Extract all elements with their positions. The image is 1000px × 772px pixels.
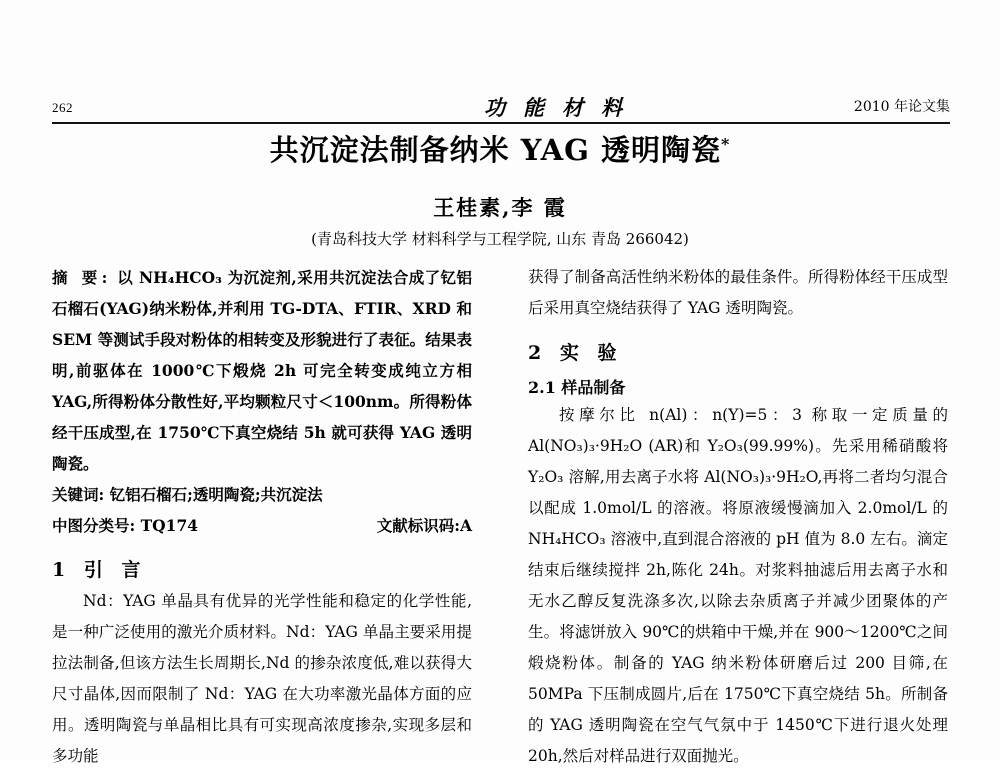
classification-value: TQ174 [140,516,199,535]
continued-paragraph: 获得了制备高活性纳米粉体的最佳条件。所得粉体经干压成型后采用真空烧结获得了 YAG 透明陶瓷。 [528,268,948,317]
section-21-title: 样品制备 [561,378,626,397]
doc-code-block [377,510,472,541]
keywords-text: 钇铝石榴石;透明陶瓷;共沉淀法 [109,485,323,504]
issue-label: 2010 年论文集 [853,99,950,115]
affiliation: (青岛科技大学 材料科学与工程学院, 山东 青岛 266042) [311,230,689,248]
article-title-text: 共沉淀法制备纳米 YAG 透明陶瓷 [269,133,721,167]
header-rule [52,122,950,124]
page-number: 262 [52,100,73,115]
section-1-heading [52,555,472,582]
doc-code-label: 文献标识码: [376,516,460,535]
author-list: 王桂素,李 霞 [433,195,567,220]
section-21-paragraph: 按摩尔比 n(Al)：n(Y)=5：3 称取一定质量的 Al(NO₃)₃·9H₂O (AR)和 Y₂O₃(99.99%)。先采用稀硝酸将 Y₂O₃ 溶解,用去离子水将 Al(NO₃)₃·9H₂O,再将二者均匀混合以配成 1.0mol/L 的溶液。将原液缓慢滴加入 2.0mol/L 的 NH₄HCO₃ 溶液中,直到混合溶液的 pH 值为 8.0 左右。滴定结束后继续搅拌 2h,陈化 24h。对浆料抽滤后用去离子水和无水乙醇反复洗涤多次,以除去杂质离子并减少团聚体的产生。将滤饼放入 90℃的烘箱中干燥,并在 900～1200℃之间煅烧粉体。制备的 YAG 纳米粉体研磨后过 200 目筛,在 50MPa 下压制成圆片,后在 1750℃下真空烧结 5h。所制备的 YAG 透明陶瓷在空气气氛中于 1450℃下进行退火处理 20h,然后对样品进行双面抛光。 [528,406,948,765]
doc-code-value: A [459,516,472,535]
section-2-title: 实 验 [559,342,623,364]
classification-block [52,510,472,541]
section-21-heading [528,375,948,398]
section-1-paragraph: Nd：YAG 单晶具有优异的光学性能和稳定的化学性能,是一种广泛使用的激光介质材料。Nd：YAG 单晶主要采用提拉法制备,但该方法生长周期长,Nd 的掺杂浓度低,难以获得大尺寸晶体,因而限制了 Nd：YAG 在大功率激光晶体方面的应用。透明陶瓷与单晶相比具有可实现高浓度掺杂,实现多层和多功能 [52,592,472,765]
classification-label: 中图分类号: [52,516,136,535]
journal-title: 功能材料 [484,95,640,120]
section-1-number: 1 [52,559,72,581]
keywords-label: 关键词: [52,485,105,504]
page-header [52,92,950,122]
section-21-number: 2.1 [528,378,556,397]
section-1-title: 引 言 [83,559,147,581]
abstract-text: 以 NH₄HCO₃ 为沉淀剂,采用共沉淀法合成了钇铝石榴石(YAG)纳米粉体,并利用 TG-DTA、FTIR、XRD 和 SEM 等测试手段对粉体的相转变及形貌进行了表征。结果表明,前驱体在 1000℃下煅烧 2h 可完全转变成纯立方相 YAG,所得粉体分散性好,平均颗粒尺寸＜100nm。所得粉体经干压成型,在 1750℃下真空烧结 5h 就可获得 YAG 透明陶瓷。 [52,268,472,473]
article-title [0,128,1000,169]
abstract-label: 摘 要: [52,268,112,287]
section-2-heading [528,338,948,365]
abstract-block [52,262,472,479]
title-footnote-marker: * [720,134,731,154]
section-2-number: 2 [528,342,548,364]
left-column [52,262,472,772]
right-column [528,262,948,772]
keywords-block [52,479,472,510]
